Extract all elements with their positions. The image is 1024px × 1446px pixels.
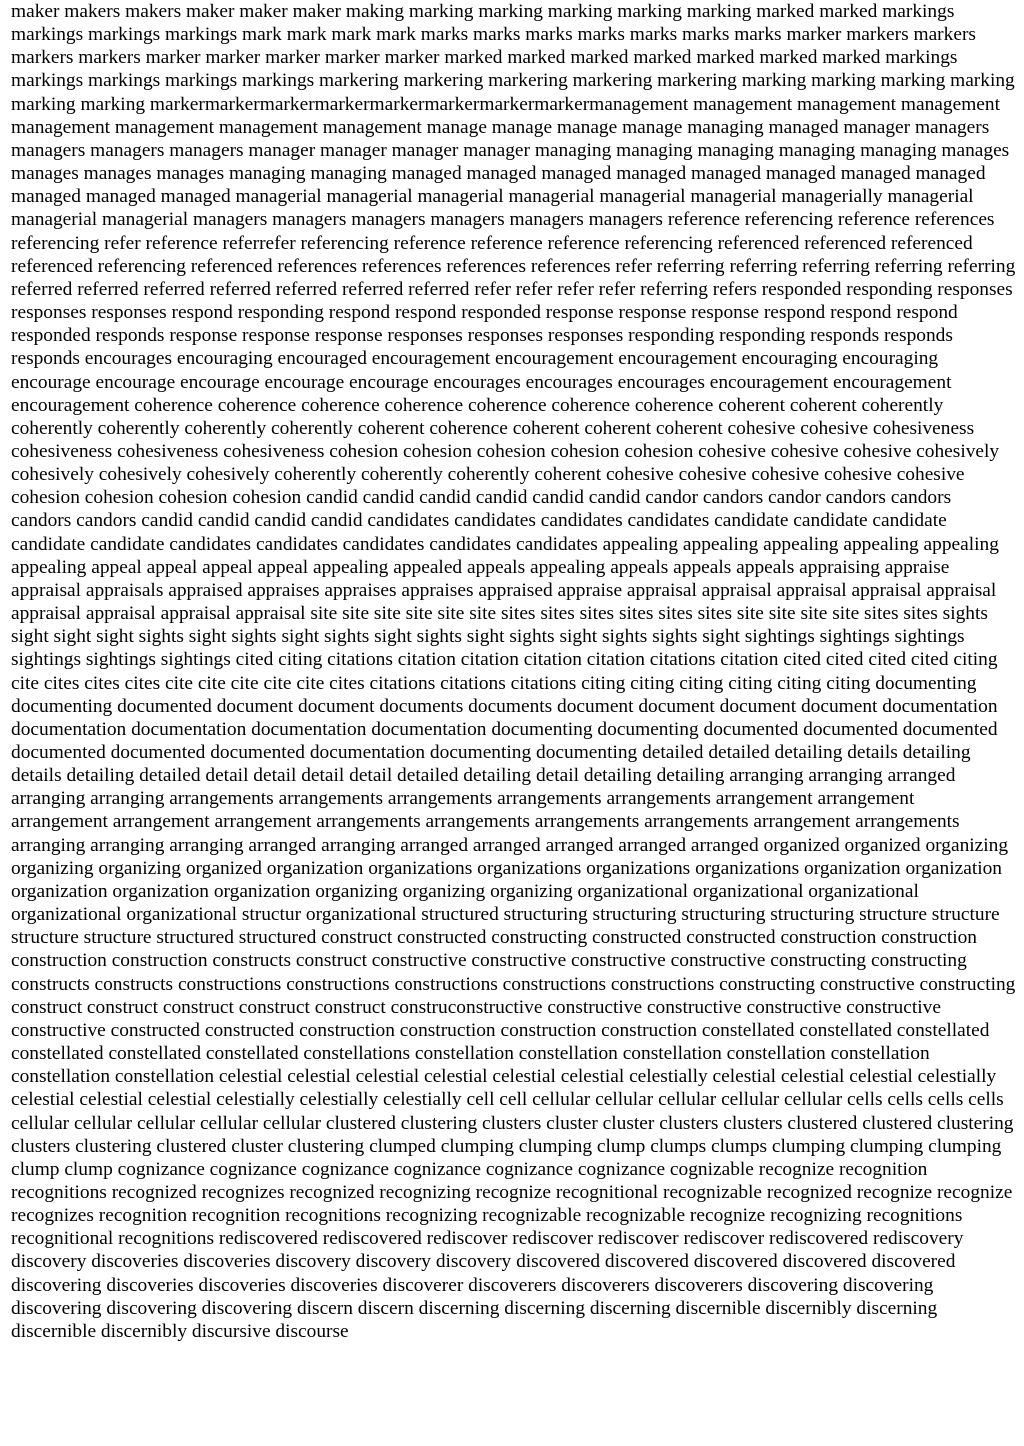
body-text: maker makers makers maker maker maker making marking marking marking marking marking marked marked markings markings markings markings mark mark mark mark marks marks marks marks marks marks marks marker markers markers markers markers marker marker marker marker marker marked marked marked marked marked marked marked markings markings markings markings markings markering markering markering markering markering marking marking marking marking marking marking markermarkermarkermarkermarkermarkermarkermarkermanagement management management management management management management management manage manage manage manage managing managed manager managers managers managers managers manager manager manager manager managing managing managing managing managing manages manages manages manages managing managing managed managed managed managed managed managed managed managed managed managed managed managerial managerial managerial managerial managerial managerial managerially managerial managerial managerial managers managers managers managers managers managers reference referencing reference references referencing refer reference referrefer referencing reference reference reference referencing referenced referenced referenced referenced referencing referenced references references references references refer referring referring referring referring referring referred referred referred referred referred referred referred refer refer refer refer referring refers responded responding responses responses responses respond responding respond respond responded response response response respond respond respond responded responds response response response responses responses responses responding responding responds responds responds encourages encouraging encouraged encouragement encouragement encouragement encouraging encouraging encourage encourage encourage encourage encourage encourages encourages encourages encouragement encouragement encouragement coherence coherence coherence coherence coherence coherence coherence coherent coherent coherently coherently coherently coherently coherently coherent coherence coherent coherent coherent cohesive cohesive cohesiveness cohesiveness cohesiveness cohesiveness cohesion cohesion cohesion cohesion cohesion cohesive cohesive cohesive cohesively cohesively cohesively cohesively coherently coherently coherently coherent cohesive cohesive cohesive cohesive cohesive cohesion cohesion cohesion cohesion candid candid candid candid candid candid candor candors candor candors candors candors candors candid candid candid candid candidates candidates candidates candidates candidate candidate candidate candidate candidate candidates candidates candidates candidates candidates appealing appealing appealing appealing appealing appealing appeal appeal appeal appeal appealing appealed appeals appealing appeals appeals appeals appraising appraise appraisal appraisals appraised appraises appraises appraises appraised appraise appraisal appraisal appraisal appraisal appraisal appraisal appraisal appraisal appraisal site site site site site site sites sites sites sites sites sites site site site site sites sites sights sight sight sight sights sight sights sight sights sight sights sight sights sight sights sights sight sightings sightings sightings sightings sightings sightings cited citing citations citation citation citation citation citations citation cited cited cited cited citing cite cites cites cites cite cite cite cite cite cites citations citations citations citing citing citing citing citing citing documenting documenting documented document document documents documents document document document document documentation documentation documentation documentation documentation documenting documenting documented documented documented documented documented documented documentation documenting documenting detailed detailed detailing details detailing details detailing detailed detail detail detail detail detailed detailing detail detailing detailing arranging arranging arranged arranging arranging arrangements arrangements arrangements arrangements arrangements arrangement arrangement arrangement arrangement arrangement arrangements arrangements arrangements arrangements arrangement arrangements arranging arranging arranging arranged arranging arranged arranged arranged arranged arranged organized organized organizing organizing organizing organized organization organizations organizations organizations organizations organization organization organization organization organization organizing organizing organizing organizational organizational organizational organizational organizational structur organizational structured structuring structuring structuring structuring structure structure structure structure structured structured construct constructed constructing constructed constructed construction construction construction construction constructs construct constructive constructive constructive constructive constructing constructing constructs constructs constructions constructions constructions constructions constructions constructing constructive constructing construct construct construct construct construct construconstructive constructive constructive constructive constructive constructive constructed constructed construction construction construction construction constellated constellated constellated constellated constellated constellated constellations constellation constellation constellation constellation constellation constellation constellation celestial celestial celestial celestial celestial celestial celestially celestial celestial celestial celestially celestial celestial celestial celestially celestially celestially cell cell cellular cellular cellular cellular cellular cells cells cells cells cellular cellular cellular cellular cellular clustered clustering clusters cluster cluster clusters clusters clustered clustered clustering clusters clustering clustered cluster clustering clumped clumping clumping clump clumps clumps clumping clumping clumping clump clump cognizance cognizance cognizance cognizance cognizance cognizance cognizable recognize recognition recognitions recognized recognizes recognized recognizing recognize recognitional recognizable recognized recognize recognize recognizes recognition recognition recognitions recognizing recognizable recognizable recognize recognizing recognitions recognitional recognitions rediscovered rediscovered rediscover rediscover rediscover rediscover rediscovered rediscovery discovery discoveries discoveries discovery discovery discovery discovered discovered discovered discovered discovered discovering discoveries discoveries discoveries discoverer discoverers discoverers discoverers discovering discovering discovering discovering discovering discern discern discerning discerning discerning discernible discernibly discerning discernible discernibly discursive discourse — [11, 1, 1016, 1342]
